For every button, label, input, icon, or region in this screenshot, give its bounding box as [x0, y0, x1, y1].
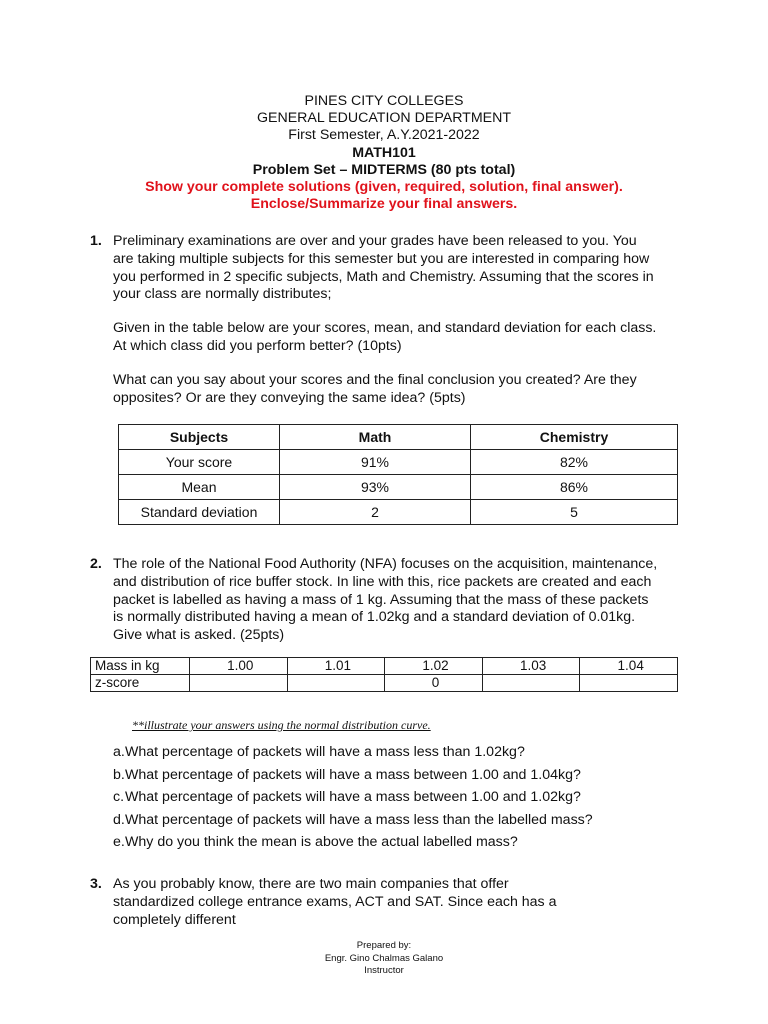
list-item	[113, 741, 593, 764]
instruction-line-2: Enclose/Summarize your final answers.	[250, 196, 518, 213]
item-text: What percentage of packets will have a mass less than 1.02kg?	[125, 744, 525, 760]
document-header	[0, 93, 768, 213]
question-1-paragraph-2: Given in the table below are your scores, mean, and standard deviation for each class. At which class did you perform better? (10pts)	[113, 320, 657, 354]
table-cell: 1.03	[482, 658, 580, 675]
table-cell	[287, 675, 385, 692]
table-cell: z-score	[91, 675, 190, 692]
table-cell: Mass in kg	[91, 658, 190, 675]
table-cell: 82%	[471, 450, 678, 475]
table-cell: 0	[385, 675, 483, 692]
item-letter: e.	[113, 834, 125, 850]
table-cell: 1.01	[287, 658, 385, 675]
item-letter: d.	[113, 811, 125, 828]
question-1	[90, 233, 660, 423]
department-name: GENERAL EDUCATION DEPARTMENT	[256, 110, 512, 127]
table-header-cell: Subjects	[119, 425, 280, 450]
item-text: What percentage of packets will have a mass between 1.00 and 1.02kg?	[125, 789, 581, 805]
scores-table	[118, 424, 678, 525]
instruction-line-1: Show your complete solutions (given, required, solution, final answer).	[145, 179, 623, 196]
table-row	[119, 450, 678, 475]
school-name: PINES CITY COLLEGES	[304, 93, 464, 109]
question-3	[90, 876, 570, 945]
table-cell: 5	[471, 500, 678, 525]
table-cell: 93%	[280, 475, 471, 500]
problem-set-title: Problem Set – MIDTERMS (80 pts total)	[252, 161, 516, 178]
table-header-cell: Math	[280, 425, 471, 450]
table-row	[119, 500, 678, 525]
list-item	[113, 764, 593, 787]
table-cell: Your score	[119, 450, 280, 475]
table-cell: 2	[280, 500, 471, 525]
question-number: 2.	[90, 556, 102, 572]
table-row	[119, 475, 678, 500]
item-letter: b.	[113, 766, 125, 783]
table-row	[91, 675, 678, 692]
semester-line: First Semester, A.Y.2021-2022	[288, 127, 480, 144]
question-2-items	[113, 741, 593, 854]
table-cell: Mean	[119, 475, 280, 500]
list-item	[113, 809, 593, 832]
table-cell: 1.00	[190, 658, 288, 675]
illustrate-note: **illustrate your answers using the normal distribution curve.	[132, 718, 431, 732]
question-3-paragraph-1: As you probably know, there are two main companies that offer standardized college entrance exams, ACT and SAT. Since each has a completely different	[113, 876, 557, 928]
question-1-paragraph-1: Preliminary examinations are over and your grades have been released to you. You are taking multiple subjects for this semester but you are interested in comparing how you performed in 2 specific subjects, Math and Chemistry. Assuming that the scores in your class are normally distributes;	[113, 233, 654, 303]
table-header-row	[119, 425, 678, 450]
list-item	[113, 786, 593, 809]
question-number: 1.	[90, 233, 102, 249]
item-text: What percentage of packets will have a mass between 1.00 and 1.04kg?	[125, 766, 581, 783]
item-text: What percentage of packets will have a mass less than the labelled mass?	[125, 811, 593, 828]
table-cell: 91%	[280, 450, 471, 475]
mass-zscore-table	[90, 657, 678, 692]
course-code: MATH101	[352, 144, 416, 161]
table-row	[91, 658, 678, 675]
item-letter: a.	[113, 744, 125, 760]
table-cell: Standard deviation	[119, 500, 280, 525]
prepared-by-footer	[0, 940, 768, 978]
question-1-paragraph-3: What can you say about your scores and the final conclusion you created? Are they opposites? Or are they conveying the same idea? (5pts)	[113, 371, 637, 406]
table-cell	[482, 675, 580, 692]
table-cell	[190, 675, 288, 692]
table-cell: 1.04	[580, 658, 678, 675]
instructor-title: Instructor	[364, 965, 404, 976]
table-header-cell: Chemistry	[471, 425, 678, 450]
item-text: Why do you think the mean is above the actual labelled mass?	[125, 834, 518, 850]
prepared-by-label: Prepared by:	[356, 940, 412, 951]
question-2-paragraph-1: The role of the National Food Authority (NFA) focuses on the acquisition, maintenance, and distribution of rice buffer stock. In line with this, rice packets are created and each packet is labelled as having a mass of 1 kg. Assuming that the mass of these packets is normally distributed having a mean of 1.02kg and a standard deviation of 0.01kg. Give what is asked. (25pts)	[113, 556, 658, 644]
item-letter: c.	[113, 789, 125, 805]
instructor-name: Engr. Gino Chalmas Galano	[324, 952, 444, 964]
table-cell: 1.02	[385, 658, 483, 675]
question-number: 3.	[90, 876, 102, 892]
list-item	[113, 831, 593, 854]
question-2	[90, 556, 660, 661]
table-cell: 86%	[471, 475, 678, 500]
table-cell	[580, 675, 678, 692]
